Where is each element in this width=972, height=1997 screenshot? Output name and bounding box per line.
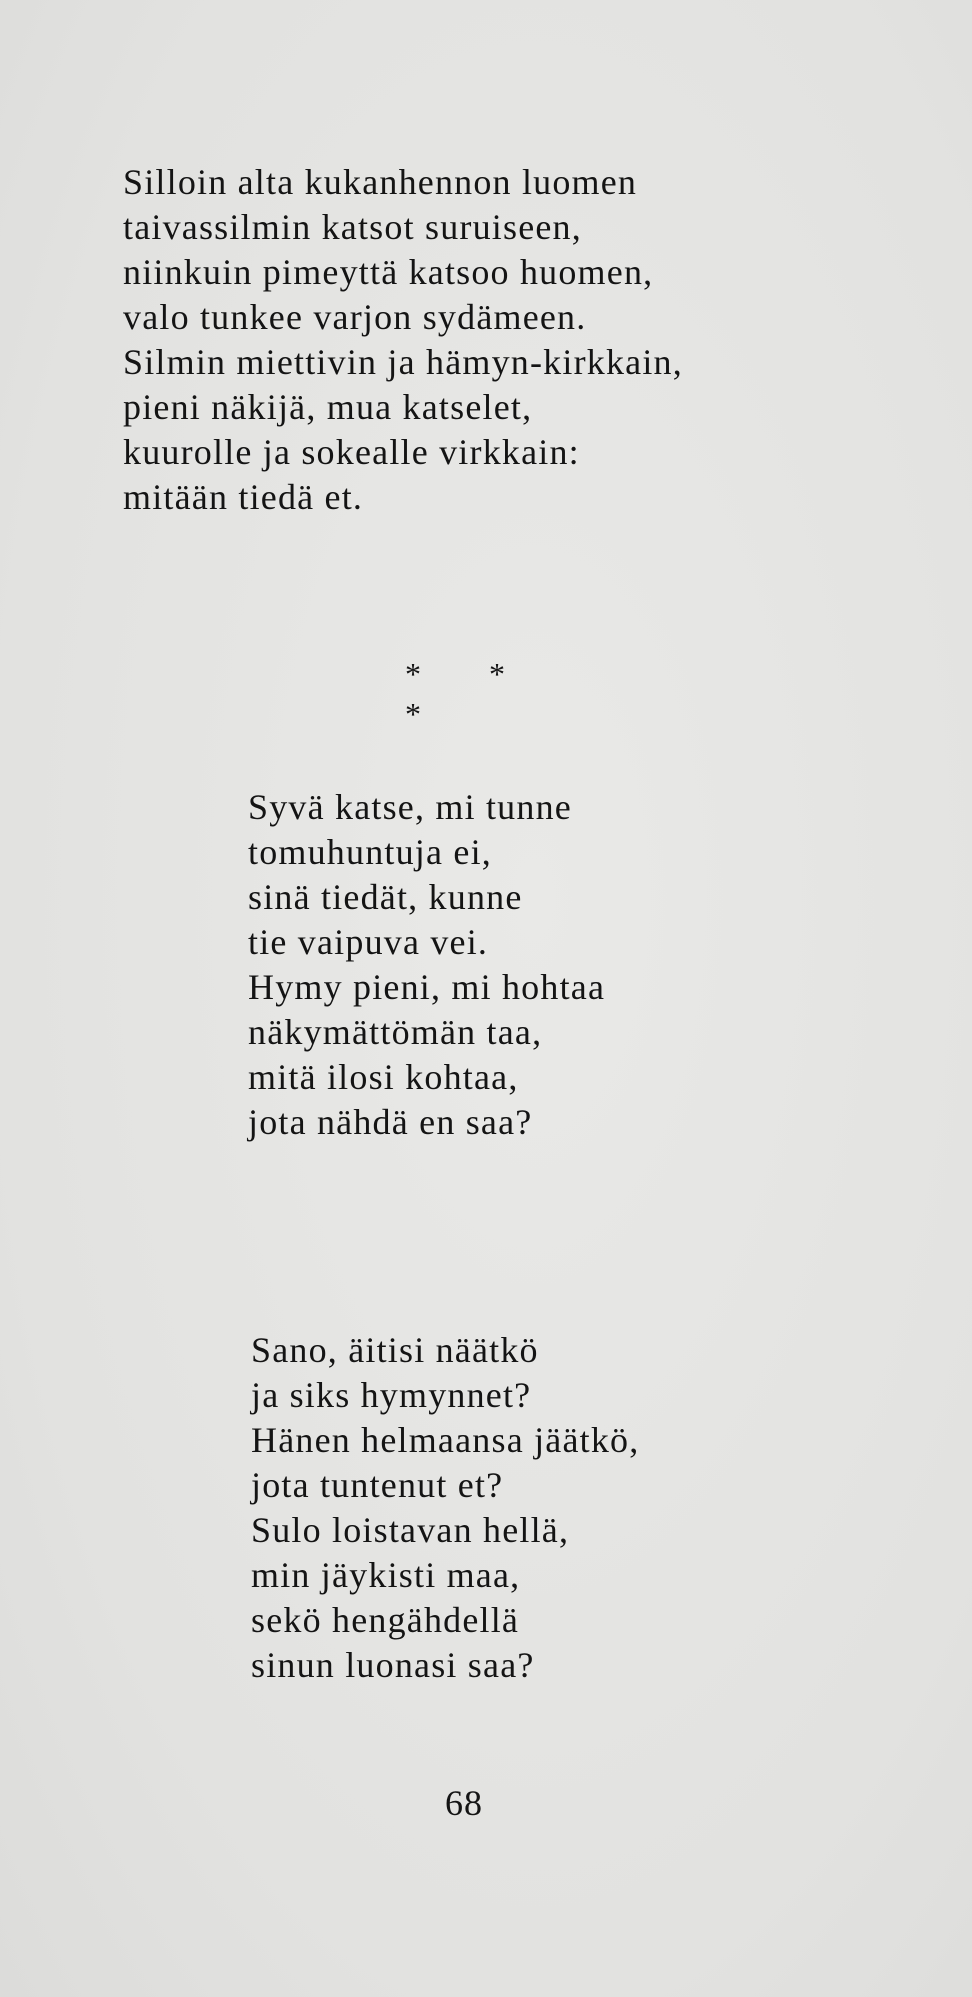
poem-line: sekö hengähdellä: [251, 1600, 520, 1640]
poem-stanza: [251, 1328, 639, 1688]
poem-line: pieni näkijä, mua katselet,: [123, 387, 533, 427]
poem-line: Sulo loistavan hellä,: [251, 1510, 570, 1550]
poem-line: ja siks hymynnet?: [251, 1375, 532, 1415]
poem-stanza: [123, 160, 683, 520]
poem-stanza: [248, 785, 605, 1145]
poem-line: näkymättömän taa,: [248, 1012, 543, 1052]
poem-line: Silmin miettivin ja hämyn-kirkkain,: [123, 342, 683, 382]
section-divider: * * *: [405, 656, 535, 732]
poem-line: min jäykisti maa,: [251, 1555, 521, 1595]
poem-line: Syvä katse, mi tunne: [248, 787, 572, 827]
poem-line: jota nähdä en saa?: [248, 1102, 533, 1142]
poem-line: Sano, äitisi näätkö: [251, 1330, 539, 1370]
page-number: 68: [445, 1783, 483, 1823]
poem-line: taivassilmin katsot suruiseen,: [123, 207, 582, 247]
poem-line: mitään tiedä et.: [123, 477, 364, 517]
poem-line: sinä tiedät, kunne: [248, 877, 523, 917]
poem-line: Silloin alta kukanhennon luomen: [123, 162, 638, 202]
poem-line: valo tunkee varjon sydämeen.: [123, 297, 587, 337]
poem-line: tie vaipuva vei.: [248, 922, 489, 962]
poem-line: mitä ilosi kohtaa,: [248, 1057, 519, 1097]
poem-line: jota tuntenut et?: [251, 1465, 504, 1505]
poem-line: kuurolle ja sokealle virkkain:: [123, 432, 580, 472]
poem-line: niinkuin pimeyttä katsoo huomen,: [123, 252, 654, 292]
poem-line: Hymy pieni, mi hohtaa: [248, 967, 606, 1007]
poem-line: sinun luonasi saa?: [251, 1645, 535, 1685]
poem-line: tomuhuntuja ei,: [248, 832, 492, 872]
poem-line: Hänen helmaansa jäätkö,: [251, 1420, 640, 1460]
